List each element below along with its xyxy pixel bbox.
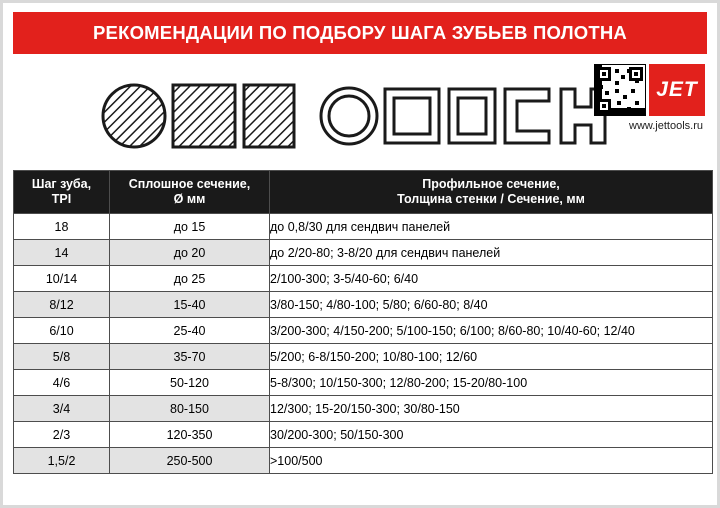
brand-url: www.jettools.ru bbox=[629, 120, 703, 132]
cell-tpi: 6/10 bbox=[14, 318, 110, 344]
table-row bbox=[14, 240, 713, 266]
column-header-profile-line2: Толщина стенки / Сечение, мм bbox=[397, 192, 585, 206]
cell-solid: 25-40 bbox=[110, 318, 270, 344]
cell-profile: 12/300; 15-20/150-300; 30/80-150 bbox=[270, 396, 713, 422]
cell-profile: 30/200-300; 50/150-300 bbox=[270, 422, 713, 448]
cell-tpi: 1,5/2 bbox=[14, 448, 110, 474]
cell-solid: 50-120 bbox=[110, 370, 270, 396]
table-body bbox=[14, 214, 713, 474]
table-row bbox=[14, 266, 713, 292]
cell-solid: 15-40 bbox=[110, 292, 270, 318]
table-row bbox=[14, 370, 713, 396]
cell-tpi: 10/14 bbox=[14, 266, 110, 292]
cell-profile: 5-8/300; 10/150-300; 12/80-200; 15-20/80-100 bbox=[270, 370, 713, 396]
cell-tpi: 5/8 bbox=[14, 344, 110, 370]
cell-tpi: 3/4 bbox=[14, 396, 110, 422]
brand-badge bbox=[587, 64, 705, 116]
column-header-profile bbox=[270, 171, 713, 214]
header-banner bbox=[13, 12, 707, 54]
cell-tpi: 4/6 bbox=[14, 370, 110, 396]
cell-solid: до 25 bbox=[110, 266, 270, 292]
cell-tpi: 18 bbox=[14, 214, 110, 240]
table-row bbox=[14, 396, 713, 422]
column-header-tpi-line1: Шаг зуба, bbox=[31, 177, 92, 191]
cell-profile: 5/200; 6-8/150-200; 10/80-100; 12/60 bbox=[270, 344, 713, 370]
cell-profile: 3/80-150; 4/80-100; 5/80; 6/60-80; 8/40 bbox=[270, 292, 713, 318]
table-row bbox=[14, 448, 713, 474]
column-header-tpi bbox=[14, 171, 110, 214]
cell-solid: 120-350 bbox=[110, 422, 270, 448]
cell-solid: 80-150 bbox=[110, 396, 270, 422]
page-title: РЕКОМЕНДАЦИИ ПО ПОДБОРУ ШАГА ЗУБЬЕВ ПОЛОТНА bbox=[93, 22, 627, 43]
profile-illustration bbox=[13, 64, 707, 167]
table-row bbox=[14, 422, 713, 448]
column-header-tpi-line2: TPI bbox=[51, 192, 72, 206]
cell-solid: 35-70 bbox=[110, 344, 270, 370]
column-header-solid-line1: Сплошное сечение, bbox=[128, 177, 251, 191]
table-header-row bbox=[14, 171, 713, 214]
table-row bbox=[14, 292, 713, 318]
cell-profile: >100/500 bbox=[270, 448, 713, 474]
cell-solid: 250-500 bbox=[110, 448, 270, 474]
table-head bbox=[14, 171, 713, 214]
cell-profile: 2/100-300; 3-5/40-60; 6/40 bbox=[270, 266, 713, 292]
brand-logo bbox=[587, 64, 705, 132]
column-header-solid-line2: Ø мм bbox=[173, 192, 206, 206]
cell-solid: до 20 bbox=[110, 240, 270, 266]
table-row bbox=[14, 318, 713, 344]
table-row bbox=[14, 344, 713, 370]
cell-solid: до 15 bbox=[110, 214, 270, 240]
cell-tpi: 14 bbox=[14, 240, 110, 266]
cell-profile: до 0,8/30 для сендвич панелей bbox=[270, 214, 713, 240]
cell-profile: 3/200-300; 4/150-200; 5/100-150; 6/100; 8/60-80; 10/40-60; 12/40 bbox=[270, 318, 713, 344]
qr-code-icon bbox=[594, 64, 646, 116]
cell-profile: до 2/20-80; 3-8/20 для сендвич панелей bbox=[270, 240, 713, 266]
table-row bbox=[14, 214, 713, 240]
column-header-profile-line1: Профильное сечение, bbox=[422, 177, 560, 191]
jet-wordmark: JET bbox=[649, 64, 705, 116]
cell-tpi: 8/12 bbox=[14, 292, 110, 318]
profile-shapes-svg bbox=[13, 64, 613, 167]
recommendations-table bbox=[13, 170, 713, 474]
column-header-solid bbox=[110, 171, 270, 214]
cell-tpi: 2/3 bbox=[14, 422, 110, 448]
